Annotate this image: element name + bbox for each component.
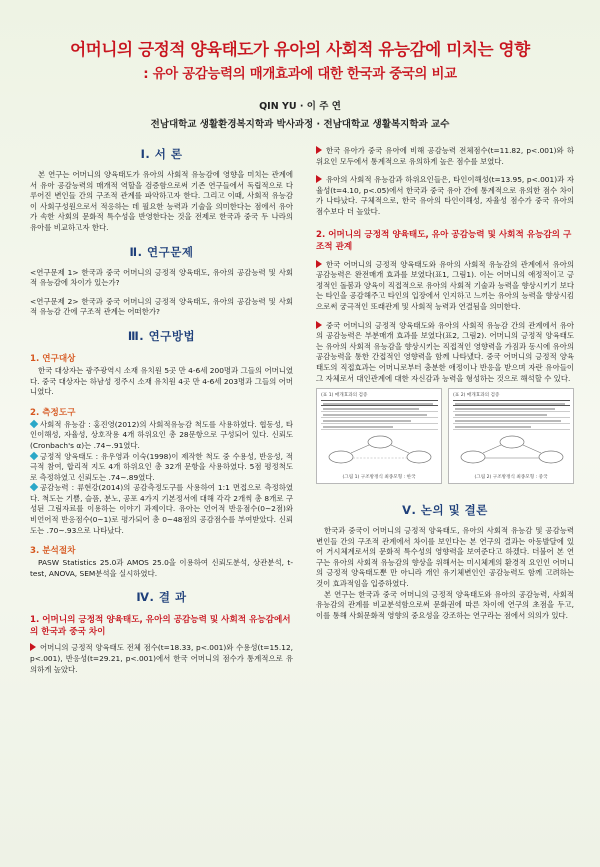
result-1-title: 1. 어머니의 긍정적 양육태도, 유아의 공감능력 및 사회적 유능감에서의 한국과 중국 차이 xyxy=(30,615,291,638)
results-heading: Ⅳ. 결 과 xyxy=(136,590,187,605)
table-1-caption: (표 1) 매개효과의 검증 xyxy=(321,393,368,399)
result-1-parenting: 어머니의 긍정적 양육태도 전체 점수(t=18.33, p<.001)와 수용성(t=15.12, p<.001), 반응성(t=29.21, p<.001)에서 한국 어머니의 점수가 통계적으로 유의하게 높았다. xyxy=(30,643,293,674)
intro-text: 본 연구는 어머니의 양육태도가 유아의 사회적 유능감에 영향을 미치는 관계에서 유아 공감능력의 매개적 역할을 검증함으로써 기존 연구들에서 독립적으로 다루어진 변인들 간의 구조적 관계를 파악하고자 한다. 그리고 이때, 사회적 유능감이 사회구성원으로서 적응하는 데 필요한 능력과 기술을 의미한다는 점에서 유아가 속한 사회의 문화적 특수성을 반영한다는 것을 전제로 한국과 중국 두 나라의 유아를 비교하고자 한다. xyxy=(30,170,293,232)
result-figures xyxy=(316,388,574,484)
subjects-title: 1. 연구대상 xyxy=(30,353,76,364)
tool-empathy: 공감능력 : 류현강(2014)의 공감측정도구를 사용하여 1:1 면접으로 측정하였다. 척도는 기쁨, 슬픔, 분노, 공포 4가지 기본정서에 대해 각각 2개씩 총 8개로 구성된 그림자료를 이용하는 이야기 과제이다. 유아는 언어적 반응점수(0~2점)와 비언어적 반응점수(0~1)로 평가되어 총 0~48점의 공감점수를 부여받았다. 신뢰도는 .70~.93으로 나타났다. xyxy=(30,483,293,535)
authors: QIN YU · 이 주 연 xyxy=(259,101,341,112)
poster-header xyxy=(0,0,600,138)
table-2 xyxy=(453,400,570,430)
figure-china xyxy=(448,388,574,484)
diamond-bullet-icon xyxy=(30,483,38,491)
result-1-social-competence: 유아의 사회적 유능감과 하위요인들은, 타인이해성(t=13.95, p<.001)과 자율성(t=4.10, p<.05)에서 한국과 중국 유아 간에 통계적으로 유의한 점수 차이가 나타났다. 구체적으로, 한국 유아의 타인이해성, 자율성 점수가 중국 유아의 점수보다 더 높았다. xyxy=(316,175,574,216)
conclusion-text-1: 한국과 중국이 어머니의 긍정적 양육태도, 유아의 사회적 유능감 및 공감능력 변인들 간의 구조적 관계에서 차이를 보인다는 본 연구의 결과는 아동발달에 있어 거시체계로서의 문화적 특수성의 영향력을 보여준다고 하겠다. 더불어 본 연구는 유아의 사회적 유능감의 향상을 위해서는 미시체계의 환경적 요인인 어머니의 긍정적 양육태도뿐 만 아니라 개인 유기체변인인 공감능력도 함께 고려하는 것이 효과적임을 입증하였다. xyxy=(316,526,574,589)
figure-korea xyxy=(316,388,442,484)
left-column xyxy=(30,146,293,675)
triangle-bullet-icon xyxy=(316,175,322,183)
triangle-bullet-icon xyxy=(316,260,322,268)
question-2: <연구문제 2> 한국과 중국 어머니의 긍정적 양육태도, 유아의 공감능력 및 사회적 유능감 간에 구조적 관계는 어떠한가? xyxy=(30,296,293,317)
diamond-bullet-icon xyxy=(30,419,38,427)
figure-1-caption: (그림 1) 구조방정식 최종모형 : 한국 xyxy=(342,475,416,481)
table-2-caption: (표 2) 매개효과의 검증 xyxy=(453,393,500,399)
methods-heading: Ⅲ. 연구방법 xyxy=(127,328,196,343)
diamond-bullet-icon xyxy=(30,451,38,459)
poster-subtitle: : 유아 공감능력의 매개효과에 대한 한국과 중국의 비교 xyxy=(143,67,457,82)
conclusion-text-2: 본 연구는 한국과 중국 어머니의 긍정적 양육태도와 유아의 공감능력, 사회적 유능감의 관계를 비교분석함으로써 문화권에 따른 차이에 연구의 초점을 두고, 이를 통해 사회문화적 영향의 중요성을 강조하는 연구라는 점에서 의의가 있다. xyxy=(316,589,574,620)
triangle-bullet-icon xyxy=(316,146,322,154)
affiliation: 전남대학교 생활환경복지학과 박사과정 · 전남대학교 생활복지학과 교수 xyxy=(150,119,450,130)
conclusion-heading: Ⅴ. 논의 및 결론 xyxy=(402,503,488,518)
result-1-empathy: 한국 유아가 중국 유아에 비해 공감능력 전체점수(t=11.82, p<.001)와 하위요인 모두에서 통계적으로 유의하게 높은 점수를 보였다. xyxy=(316,146,574,166)
intro-heading: Ⅰ. 서 론 xyxy=(140,147,183,161)
triangle-bullet-icon xyxy=(316,321,322,329)
table-1 xyxy=(321,400,438,430)
tool-parenting: 긍정적 양육태도 : 유우영과 이숙(1998)이 제작한 척도 중 수용성, 반응성, 적극적 참여, 합리적 지도 4개 하위요인 총 32개 문항을 사용하였다. 5점 평정척도로 측정하였고 신뢰도는 .74~.89였다. xyxy=(30,451,293,482)
question-1: <연구문제 1> 한국과 중국 어머니의 긍정적 양육태도, 유아의 공감능력 및 사회적 유능감에 차이가 있는가? xyxy=(30,267,293,288)
tools-title: 2. 측정도구 xyxy=(30,407,76,418)
right-column xyxy=(316,146,574,621)
analysis-text: PASW Statistics 25.0과 AMOS 25.0을 이용하여 신뢰도분석, 상관분석, t-test, ANOVA, SEM분석을 실시하였다. xyxy=(30,558,293,578)
subjects-text: 한국 대상자는 광주광역시 소재 유치원 5곳 만 4-6세 200명과 그들의 어머니였다. 중국 대상자는 하남성 정주시 소재 유치원 4곳 만 4-6세 203명과 그들의 어머니였다. xyxy=(30,365,293,397)
poster-title: 어머니의 긍정적 양육태도가 유아의 사회적 유능감에 미치는 영향 xyxy=(70,40,530,59)
result-2-title: 2. 어머니의 긍정적 양육태도, 유아 공감능력 및 사회적 유능감의 구조적 관계 xyxy=(316,229,572,252)
triangle-bullet-icon xyxy=(30,643,36,651)
sem-diagram-china xyxy=(459,435,565,469)
figure-2-caption: (그림 2) 구조방정식 최종모형 : 중국 xyxy=(474,475,548,481)
result-2-korea: 한국 어머니의 긍정적 양육태도와 유아의 사회적 유능감의 관계에서 유아의 공감능력은 완전매개 효과를 보였다(표1, 그림1). 이는 어머니의 애정적이고 긍정적인 돌봄과 양육이 직접적으로 유아의 사회적 기술과 능력을 향상시키기 보다는 타인을 공감해주고 타인의 입장에서 인지하고 느끼는 유아의 능력을 향상시킴으로써 궁극적인 또래관계 및 사회적 능력과 연결됨을 의미한다. xyxy=(316,259,574,311)
result-2-china: 중국 어머니의 긍정적 양육태도와 유아의 사회적 유능감 간의 관계에서 유아의 공감능력은 부분매개 효과를 보였다(표2, 그림2). 어머니의 긍정적 양육태도는 유아의 사회적 유능감을 향상시키는 직접적인 영향력을 가짐과 동시에 유아의 공감능력을 통한 간접적인 영향력을 함께 나타냈다. 중국 어머니의 긍정적 양육태도의 직접효과는 어머니로부터 충분한 애정이나 반응을 받으며 자란 유아들이 그 자체로서 대인관계에 대한 자신감과 능력을 형성하는 것으로 해석할 수 있다. xyxy=(316,320,574,383)
sem-diagram-korea xyxy=(327,435,433,469)
analysis-title: 3. 분석절차 xyxy=(30,546,76,557)
questions-heading: Ⅱ. 연구문제 xyxy=(129,244,194,259)
tool-social-competence: 사회적 유능감 : 홍진영(2012)의 사회적유능감 척도를 사용하였다. 협동성, 타인이해성, 자율성, 상호작용 4개 하위요인 총 28문항으로 구성되어 있다. 신뢰도(Cronbach's α)는 .74~.91였다. xyxy=(30,419,293,450)
